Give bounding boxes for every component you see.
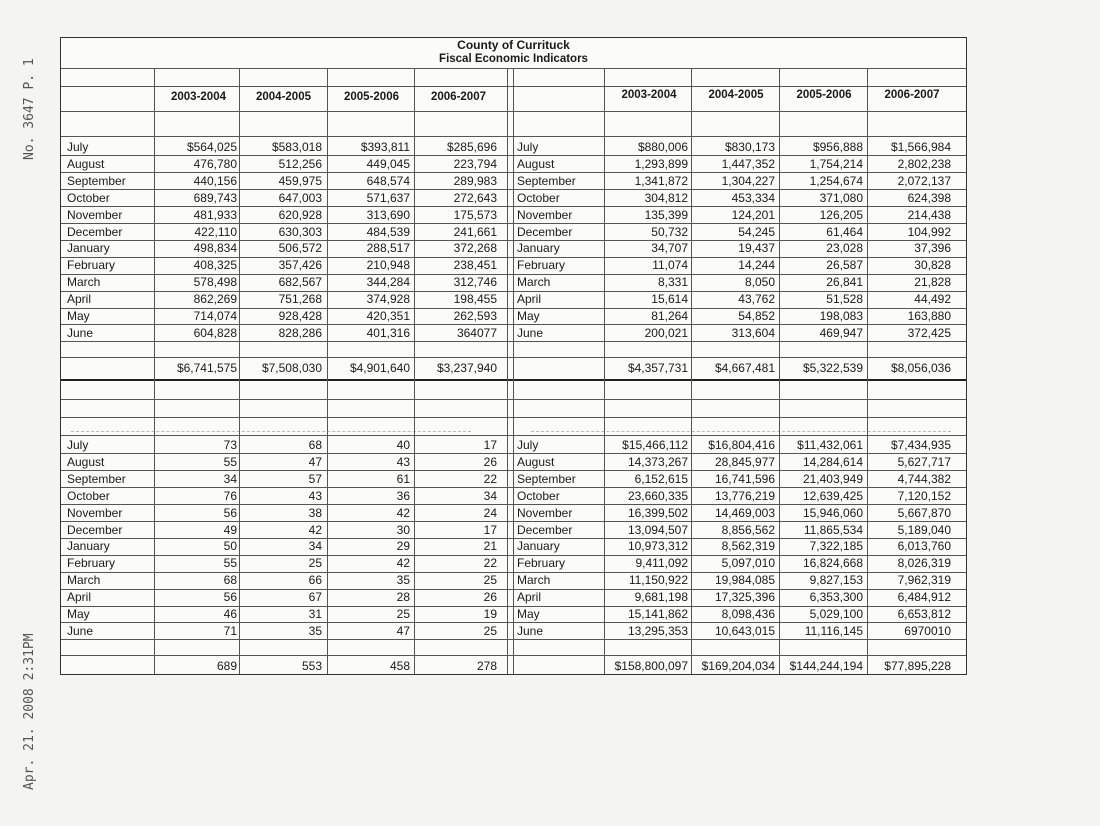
permits-value-cell: 17 [483,438,497,452]
construction-value-value-cell: 10,643,015 [714,623,775,638]
permits-value-cell: 76 [223,488,237,503]
occupancy-month-label: June [517,325,544,340]
land-transfer-value-cell: $393,811 [360,140,410,154]
land-transfer-value-cell: 420,351 [366,309,410,323]
permits-value-cell: 28 [396,590,410,605]
construction-value-month-label: July [517,438,539,452]
occupancy-month-label: February [517,258,566,273]
fax-timestamp: Apr. 21. 2008 2:31PM [22,633,37,790]
construction-value-total-cell: $77,895,228 [884,658,951,673]
occupancy-value-cell: 124,201 [731,207,775,222]
occupancy-value-cell: 54,245 [738,224,775,239]
permits-value-cell: 55 [223,556,237,571]
column-rule [154,68,155,674]
construction-value-value-cell: 15,946,060 [802,505,863,520]
permits-value-cell: 26 [483,454,497,469]
fax-header-strip [22,20,52,810]
year-heading-left: 2003-2004 [171,91,226,103]
occupancy-value-cell: 214,438 [907,207,951,222]
land-transfer-month-label: June [67,325,94,340]
column-rule [867,68,868,674]
land-transfer-value-cell: 238,451 [453,258,497,273]
occupancy-month-label: December [517,224,573,239]
scan-noise [71,431,471,432]
permits-total-cell: 689 [216,658,237,673]
occupancy-value-cell: $830,173 [724,140,775,154]
occupancy-value-cell: 624,398 [907,190,951,205]
land-transfer-value-cell: $583,018 [271,140,322,154]
permits-value-cell: 31 [308,607,322,621]
land-transfer-value-cell: 408,325 [193,258,237,273]
permits-value-cell: 61 [396,471,410,486]
permits-value-cell: 43 [396,454,410,469]
permits-month-label: September [67,471,126,486]
occupancy-value-cell: 19,437 [738,241,775,256]
land-transfer-month-label: August [67,156,105,171]
land-transfer-value-cell: 689,743 [193,190,237,205]
occupancy-value-cell: 34,707 [651,241,688,256]
construction-value-value-cell: 11,150,922 [628,573,688,588]
construction-value-value-cell: 5,029,100 [809,607,863,621]
land-transfer-total-cell: $6,741,575 [176,360,237,375]
occupancy-value-cell: 372,425 [907,325,951,340]
construction-value-month-label: November [517,505,573,520]
permits-value-cell: 21 [483,539,497,554]
occupancy-value-cell: 8,050 [744,275,775,290]
column-rule [691,68,692,674]
permits-value-cell: 68 [308,438,322,452]
land-transfer-value-cell: 714,074 [193,309,237,323]
occupancy-value-cell: 371,080 [819,190,863,205]
permits-value-cell: 73 [223,438,237,452]
construction-value-value-cell: 6,013,760 [897,539,951,554]
construction-value-total-cell: $169,204,034 [701,658,775,673]
construction-value-value-cell: $15,466,112 [622,438,688,452]
occupancy-value-cell: 43,762 [738,292,775,307]
permits-value-cell: 57 [308,471,322,486]
land-transfer-total-cell: $7,508,030 [261,360,322,375]
occupancy-value-cell: 2,072,137 [897,173,951,188]
land-transfer-month-label: July [67,140,89,154]
year-heading-right: 2005-2006 [796,89,852,101]
permits-value-cell: 25 [308,556,322,571]
construction-value-value-cell: 10,973,312 [627,539,688,554]
construction-value-value-cell: 9,411,092 [635,556,688,571]
construction-value-value-cell: $16,804,416 [708,438,775,452]
land-transfer-value-cell: 289,983 [453,173,497,188]
permits-value-cell: 35 [396,573,410,588]
construction-value-value-cell: 23,660,335 [627,488,688,503]
year-heading-right: 2006-2007 [884,89,940,101]
occupancy-value-cell: 2,802,238 [897,156,951,171]
occupancy-value-cell: 469,947 [819,325,863,340]
construction-value-value-cell: 9,827,153 [809,573,863,588]
occupancy-month-label: October [517,190,560,205]
construction-value-value-cell: 19,984,085 [714,573,775,588]
construction-value-value-cell: 8,098,436 [721,607,775,621]
occupancy-value-cell: 313,604 [731,325,775,340]
permits-value-cell: 40 [396,438,410,452]
construction-value-value-cell: 15,141,862 [627,607,688,621]
occupancy-value-cell: 15,614 [651,292,688,307]
occupancy-value-cell: 51,528 [826,292,863,307]
construction-value-value-cell: 6,653,812 [897,607,951,621]
occupancy-value-cell: 50,732 [651,224,688,239]
occupancy-value-cell: 304,812 [644,190,688,205]
land-transfer-value-cell: 578,498 [193,275,237,290]
column-rule [327,68,328,674]
construction-value-month-label: September [517,471,576,486]
permits-value-cell: 66 [308,573,322,588]
land-transfer-value-cell: 210,948 [366,258,410,273]
land-transfer-value-cell: 272,643 [453,190,497,205]
occupancy-value-cell: 126,205 [819,207,863,222]
occupancy-value-cell: 37,396 [914,241,951,256]
occupancy-value-cell: 198,083 [819,309,863,323]
permits-value-cell: 17 [483,522,497,537]
land-transfer-month-label: January [67,241,110,256]
land-transfer-month-label: December [67,224,123,239]
construction-value-value-cell: 16,824,668 [802,556,863,571]
permits-month-label: November [67,505,123,520]
occupancy-month-label: November [517,207,573,222]
year-heading-left: 2005-2006 [344,91,399,103]
land-transfer-month-label: April [67,292,92,307]
land-transfer-value-cell: 506,572 [278,241,322,256]
occupancy-value-cell: 23,028 [826,241,863,256]
construction-value-total-cell: $144,244,194 [789,658,863,673]
land-transfer-value-cell: 422,110 [194,224,237,239]
year-heading-right: 2003-2004 [621,89,677,101]
construction-value-value-cell: $11,432,061 [797,438,863,452]
construction-value-value-cell: 14,373,267 [627,454,688,469]
permits-total-cell: 553 [301,658,322,673]
permits-month-label: April [67,590,92,605]
occupancy-month-label: May [517,309,540,323]
construction-value-value-cell: 9,681,198 [634,590,688,605]
construction-value-month-label: January [517,539,560,554]
permits-value-cell: 47 [396,623,410,638]
occupancy-value-cell: 1,254,674 [809,173,863,188]
permits-value-cell: 22 [483,471,497,486]
permits-value-cell: 50 [223,539,237,554]
occupancy-value-cell: 453,334 [731,190,775,205]
occupancy-value-cell: 21,828 [914,275,951,290]
permits-value-cell: 42 [308,522,322,537]
land-transfer-month-label: September [67,173,126,188]
land-transfer-month-label: February [67,258,116,273]
construction-value-value-cell: 13,776,219 [714,488,775,503]
occupancy-value-cell: 135,399 [644,207,688,222]
permits-value-cell: 71 [223,623,237,638]
land-transfer-value-cell: 481,933 [193,207,237,222]
land-transfer-value-cell: 288,517 [366,241,410,256]
construction-value-value-cell: 5,189,040 [897,522,951,537]
construction-value-value-cell: 16,741,596 [714,471,775,486]
land-transfer-value-cell: 440,156 [193,173,237,188]
column-rule [604,68,605,674]
permits-value-cell: 42 [396,505,410,520]
construction-value-value-cell: 17,325,396 [714,590,775,605]
occupancy-value-cell: 200,021 [644,325,688,340]
permits-value-cell: 34 [483,488,497,503]
permits-month-label: January [67,539,110,554]
permits-value-cell: 46 [223,607,237,621]
permits-value-cell: 35 [308,623,322,638]
fax-page-number: No. 3647 P. 1 [22,58,37,160]
construction-value-value-cell: 8,026,319 [897,556,951,571]
year-heading-left: 2004-2005 [256,91,311,103]
land-transfer-month-label: May [67,309,90,323]
land-transfer-value-cell: 512,256 [278,156,322,171]
land-transfer-value-cell: 862,269 [193,292,237,307]
occupancy-value-cell: 104,992 [907,224,951,239]
occupancy-value-cell: 81,264 [651,309,688,323]
occupancy-value-cell: 8,331 [657,275,688,290]
land-transfer-value-cell: 344,284 [366,275,410,290]
construction-value-value-cell: 6,353,300 [809,590,863,605]
construction-value-value-cell: 6,152,615 [634,471,688,486]
construction-value-value-cell: 7,120,152 [897,488,951,503]
land-transfer-value-cell: 364077 [456,325,497,340]
construction-value-value-cell: 5,667,870 [897,505,951,520]
construction-value-value-cell: $7,434,935 [890,438,951,452]
permits-value-cell: 56 [223,505,237,520]
permits-value-cell: 55 [223,454,237,469]
permits-value-cell: 34 [223,471,237,486]
permits-value-cell: 30 [396,522,410,537]
occupancy-value-cell: 1,447,352 [721,156,775,171]
land-transfer-value-cell: $564,025 [186,140,237,154]
scan-noise [531,431,951,432]
permits-value-cell: 56 [223,590,237,605]
permits-month-label: February [67,556,116,571]
construction-value-value-cell: 7,322,185 [809,539,863,554]
construction-value-month-label: June [517,623,544,638]
occupancy-month-label: March [517,275,551,290]
occupancy-value-cell: 26,841 [826,275,863,290]
permits-value-cell: 47 [308,454,322,469]
land-transfer-value-cell: $285,696 [446,140,497,154]
occupancy-value-cell: 30,828 [914,258,951,273]
occupancy-value-cell: 54,852 [738,309,775,323]
occupancy-value-cell: 26,587 [826,258,863,273]
land-transfer-month-label: October [67,190,110,205]
permits-value-cell: 68 [223,573,237,588]
year-heading-left: 2006-2007 [431,91,486,103]
land-transfer-value-cell: 476,780 [193,156,237,171]
occupancy-month-label: January [517,241,560,256]
land-transfer-value-cell: 223,794 [453,156,497,171]
column-rule [779,68,780,674]
document-subtitle: Fiscal Economic Indicators [439,53,588,65]
permits-month-label: May [67,607,90,621]
permits-month-label: August [67,454,105,469]
permits-total-cell: 278 [476,658,497,673]
land-transfer-month-label: March [67,275,101,290]
occupancy-value-cell: 1,754,214 [809,156,863,171]
construction-value-month-label: December [517,522,573,537]
land-transfer-value-cell: 357,426 [278,258,322,273]
construction-value-month-label: March [517,573,551,588]
construction-value-month-label: August [517,454,555,469]
land-transfer-value-cell: 198,455 [453,292,497,307]
occupancy-total-cell: $5,322,539 [802,360,863,375]
occupancy-value-cell: 14,244 [738,258,775,273]
occupancy-value-cell: 1,293,899 [634,156,688,171]
permits-month-label: December [67,522,123,537]
construction-value-value-cell: 14,469,003 [714,505,775,520]
permits-month-label: March [67,573,101,588]
land-transfer-value-cell: 620,928 [278,207,322,222]
construction-value-value-cell: 11,116,145 [804,623,863,638]
land-transfer-value-cell: 648,574 [366,173,410,188]
land-transfer-value-cell: 604,828 [193,325,237,340]
land-transfer-value-cell: 571,637 [366,190,410,205]
construction-value-value-cell: 11,865,534 [803,522,863,537]
occupancy-month-label: July [517,140,539,154]
permits-total-cell: 458 [389,658,410,673]
construction-value-month-label: October [517,488,560,503]
occupancy-value-cell: $880,006 [637,140,688,154]
construction-value-value-cell: 14,284,614 [802,454,863,469]
occupancy-value-cell: $956,888 [812,140,863,154]
permits-value-cell: 34 [308,539,322,554]
fiscal-indicators-sheet [60,37,967,675]
permits-value-cell: 25 [483,573,497,588]
occupancy-month-label: August [517,156,555,171]
permits-month-label: June [67,623,94,638]
construction-value-value-cell: 6,484,912 [897,590,951,605]
occupancy-value-cell: 44,492 [914,292,951,307]
occupancy-value-cell: 163,880 [907,309,951,323]
land-transfer-value-cell: 928,428 [278,309,322,323]
permits-value-cell: 22 [483,556,497,571]
land-transfer-value-cell: 647,003 [278,190,322,205]
land-transfer-total-cell: $4,901,640 [349,360,410,375]
land-transfer-value-cell: 449,045 [366,156,410,171]
permits-value-cell: 67 [308,590,322,605]
construction-value-value-cell: 13,295,353 [627,623,688,638]
construction-value-value-cell: 5,627,717 [897,454,951,469]
land-transfer-value-cell: 682,567 [278,275,322,290]
land-transfer-value-cell: 401,316 [366,325,410,340]
column-rule [239,68,240,674]
occupancy-month-label: April [517,292,542,307]
occupancy-value-cell: 1,341,872 [634,173,688,188]
occupancy-total-cell: $4,357,731 [627,360,688,375]
land-transfer-value-cell: 372,268 [453,241,497,256]
permits-value-cell: 36 [396,488,410,503]
construction-value-value-cell: 7,962,319 [897,573,951,588]
block-divider [507,68,508,674]
document-title: County of Currituck [457,38,570,52]
land-transfer-value-cell: 751,268 [278,292,322,307]
occupancy-month-label: September [517,173,576,188]
permits-value-cell: 38 [308,505,322,520]
construction-value-total-cell: $158,800,097 [614,658,688,673]
permits-value-cell: 42 [396,556,410,571]
construction-value-value-cell: 13,094,507 [627,522,688,537]
construction-value-value-cell: 12,639,425 [802,488,863,503]
permits-value-cell: 43 [308,488,322,503]
construction-value-value-cell: 16,399,502 [627,505,688,520]
construction-value-value-cell: 28,845,977 [714,454,775,469]
occupancy-value-cell: 1,304,227 [721,173,775,188]
construction-value-value-cell: 8,856,562 [721,522,775,537]
permits-value-cell: 25 [396,607,410,621]
land-transfer-value-cell: 498,834 [193,241,237,256]
occupancy-value-cell: 61,464 [826,224,863,239]
land-transfer-value-cell: 459,975 [278,173,322,188]
land-transfer-value-cell: 484,539 [366,224,410,239]
permits-value-cell: 49 [223,522,237,537]
occupancy-total-cell: $8,056,036 [890,360,951,375]
column-rule [414,68,415,674]
construction-value-value-cell: 6970010 [904,623,951,638]
construction-value-month-label: February [517,556,566,571]
construction-value-month-label: May [517,607,540,621]
year-heading-right: 2004-2005 [708,89,764,101]
occupancy-value-cell: 11,074 [652,258,688,273]
land-transfer-value-cell: 828,286 [278,325,322,340]
land-transfer-value-cell: 312,746 [453,275,497,290]
construction-value-value-cell: 8,562,319 [721,539,775,554]
permits-value-cell: 26 [483,590,497,605]
construction-value-value-cell: 4,744,382 [897,471,951,486]
permits-value-cell: 29 [396,539,410,554]
land-transfer-value-cell: 241,661 [453,224,497,239]
permits-value-cell: 19 [483,607,497,621]
land-transfer-value-cell: 630,303 [278,224,322,239]
permits-month-label: October [67,488,110,503]
block-divider [513,68,514,674]
occupancy-value-cell: $1,566,984 [890,140,951,154]
construction-value-value-cell: 21,403,949 [802,471,863,486]
land-transfer-value-cell: 313,690 [366,207,410,222]
land-transfer-total-cell: $3,237,940 [436,360,497,375]
permits-value-cell: 24 [483,505,497,520]
land-transfer-value-cell: 262,593 [453,309,497,323]
construction-value-month-label: April [517,590,542,605]
construction-value-value-cell: 5,097,010 [721,556,775,571]
permits-value-cell: 25 [483,623,497,638]
permits-month-label: July [67,438,89,452]
land-transfer-month-label: November [67,207,123,222]
occupancy-total-cell: $4,667,481 [714,360,775,375]
land-transfer-value-cell: 374,928 [366,292,410,307]
land-transfer-value-cell: 175,573 [453,207,497,222]
